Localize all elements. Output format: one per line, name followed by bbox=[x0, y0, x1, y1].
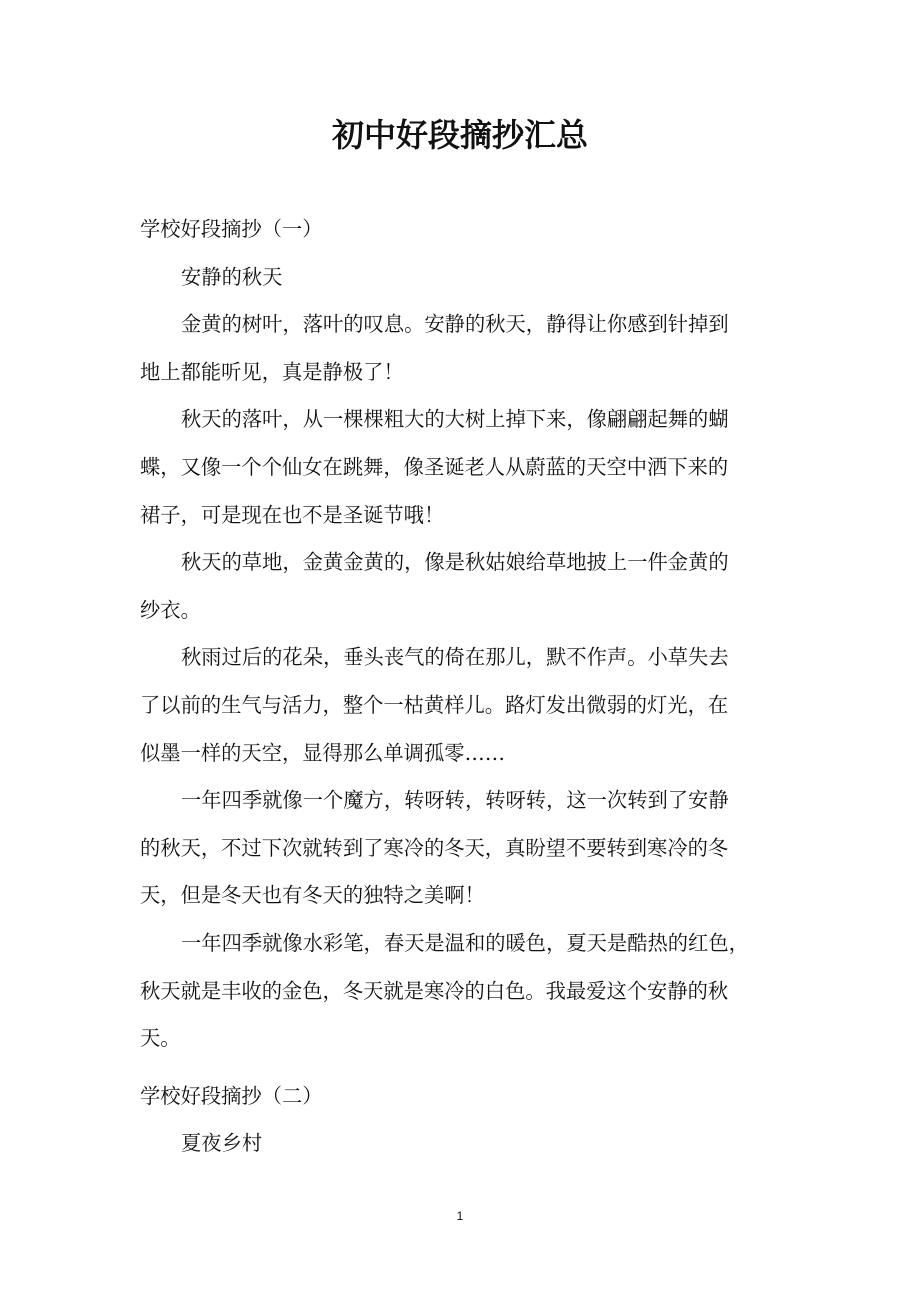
paragraph-line: 天。 bbox=[140, 1026, 181, 1051]
paragraph-line: 蝶，又像一个个仙女在跳舞，像圣诞老人从蔚蓝的天空中洒下来的 bbox=[140, 454, 729, 479]
paragraph-line: 纱衣。 bbox=[140, 597, 201, 622]
paragraph-line: 地上都能听见，真是静极了！ bbox=[140, 359, 404, 384]
document-body bbox=[140, 206, 800, 1168]
paragraph-line: 秋雨过后的花朵，垂头丧气的倚在那儿，默不作声。小草失去 bbox=[181, 645, 729, 670]
paragraph-line: 秋天就是丰收的金色，冬天就是寒冷的白色。我最爱这个安静的秋 bbox=[140, 978, 729, 1003]
paragraph-line: 一年四季就像一个魔方，转呀转，转呀转，这一次转到了安静 bbox=[181, 788, 729, 813]
paragraph-line: 似墨一样的天空，显得那么单调孤零…… bbox=[140, 740, 506, 765]
document-title: 初中好段摘抄汇总 bbox=[331, 116, 588, 154]
paragraph-line: 了以前的生气与活力，整个一枯黄样儿。路灯发出微弱的灯光，在 bbox=[140, 692, 729, 717]
section-subtitle: 安静的秋天 bbox=[181, 264, 283, 289]
paragraph-line: 秋天的草地，金黄金黄的，像是秋姑娘给草地披上一件金黄的 bbox=[181, 550, 729, 575]
paragraph-line: 秋天的落叶，从一棵棵粗大的大树上掉下来，像翩翩起舞的蝴 bbox=[181, 407, 729, 432]
paragraph-line: 金黄的树叶，落叶的叹息。安静的秋天，静得让你感到针掉到 bbox=[181, 312, 729, 337]
paragraph-line: 裙子，可是现在也不是圣诞节哦！ bbox=[140, 502, 445, 527]
section-heading: 学校好段摘抄（二） bbox=[140, 1083, 323, 1108]
paragraph-line: 天，但是冬天也有冬天的独特之美啊！ bbox=[140, 883, 485, 908]
section-heading: 学校好段摘抄（一） bbox=[140, 217, 323, 241]
paragraph-line: 一年四季就像水彩笔，春天是温和的暖色，夏天是酷热的红色， bbox=[181, 930, 749, 955]
section-subtitle: 夏夜乡村 bbox=[181, 1131, 263, 1156]
page-number: 1 bbox=[456, 1209, 464, 1223]
paragraph-line: 的秋天，不过下次就转到了寒冷的冬天，真盼望不要转到寒冷的冬 bbox=[140, 835, 729, 860]
